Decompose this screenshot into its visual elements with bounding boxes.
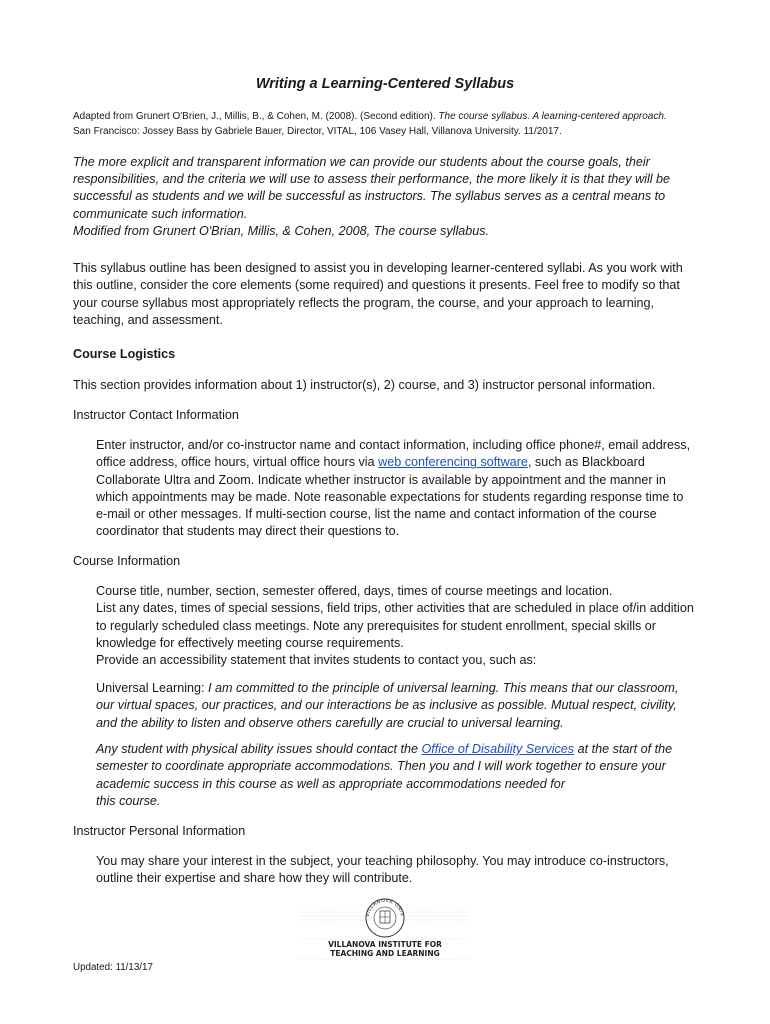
- web-conferencing-link[interactable]: web conferencing software: [378, 455, 528, 470]
- seal-text: VILLANOVA UNIV: [364, 898, 405, 918]
- universal-learning-text: I am committed to the principle of universal learning. This means that our classroom, our virtual spaces, our practices, and our interactions be as inclusive as possible. Mutual respect, civility, and the ability to listen and observe others carefully are crucial to universal learning.: [96, 681, 679, 730]
- course-info-block: [96, 583, 701, 669]
- personal-info-heading: Instructor Personal Information: [73, 824, 246, 838]
- disability-text-c: this course.: [96, 793, 161, 808]
- updated-date: Updated: 11/13/17: [73, 962, 153, 973]
- villanova-logo: [300, 898, 470, 960]
- page-title: Writing a Learning-Centered Syllabus: [255, 76, 515, 92]
- universal-learning-statement: [96, 680, 694, 732]
- villanova-seal-icon: [300, 898, 470, 960]
- intro-quote-block: [73, 154, 693, 240]
- course-info-line1: Course title, number, section, semester offered, days, times of course meetings and location.: [96, 584, 613, 598]
- contact-heading: Instructor Contact Information: [73, 408, 239, 422]
- outline-paragraph: This syllabus outline has been designed to assist you in developing learner-centered syllabi. As you work with this outline, consider the core elements (some required) and questions it presents. Feel free to modify so that your course syllabus most appropriately reflects the program, the course, and your approach to learning, teaching, and assessment.: [73, 261, 683, 327]
- personal-info-paragraph: You may share your interest in the subject, your teaching philosophy. You may introduce co-instructors, outline their expertise and share how they will contribute.: [96, 854, 669, 886]
- course-logistics-heading: Course Logistics: [73, 347, 176, 361]
- disability-text-b: at the start of the semester to coordinate appropriate accommodations. Then you and I will work together to ensure your academic success in this course as well as appropriate accommodations needed for: [96, 742, 673, 791]
- citation-text: Adapted from Grunert O'Brien, J., Millis, B., & Cohen, M. (2008). (Second edition).: [73, 111, 439, 122]
- disability-text-a: Any student with physical ability issues should contact the: [96, 742, 422, 756]
- contact-text-b: , such as Blackboard Collaborate Ultra and Zoom. Indicate whether instructor is available by appointment and the manner in which appointments may be made. Note reasonable expectations for students regarding response time to e-mail or other messages. If multi-section course, list the name and contact information of the course coordinator that students may direct their questions to.: [96, 455, 684, 539]
- citation: [73, 109, 713, 139]
- course-info-line2: List any dates, times of special sessions, field trips, other activities that are scheduled in place of/in addition to regularly scheduled class meetings. Note any prerequisites for student enrollment, special skills or knowledge for effectively meeting course requirements.: [96, 601, 694, 650]
- citation-line2: San Francisco: Jossey Bass by Gabriele Bauer, Director, VITAL, 106 Vasey Hall, Villanova University. 11/2017.: [73, 126, 562, 137]
- contact-text-a: Enter instructor, and/or co-instructor name and contact information, including office phone#, email address, office address, office hours, virtual office hours via: [96, 438, 691, 470]
- logistics-intro: This section provides information about 1) instructor(s), 2) course, and 3) instructor personal information.: [73, 378, 656, 392]
- disability-statement: [96, 741, 696, 810]
- intro-source: Modified from Grunert O'Brian, Millis, & Cohen, 2008, The course syllabus.: [73, 223, 490, 238]
- universal-learning-label: Universal Learning:: [96, 681, 209, 695]
- course-info-line3: Provide an accessibility statement that invites students to contact you, such as:: [96, 653, 537, 668]
- logo-line1: VILLANOVA INSTITUTE FOR: [328, 940, 442, 949]
- disability-services-link[interactable]: Office of Disability Services: [421, 742, 575, 756]
- citation-book-title: The course syllabus. A learning-centered approach.: [438, 111, 667, 122]
- intro-quote: The more explicit and transparent information we can provide our students about the course goals, their responsibilities, and the criteria we will use to assess their performance, the more likely it is that they will be successful as students and we will be successful as instructors. The syllabus serves as a central means to communicate such information.: [73, 155, 671, 221]
- contact-paragraph: [96, 437, 694, 541]
- course-info-heading: Course Information: [73, 554, 181, 568]
- logo-line2: TEACHING AND LEARNING: [330, 949, 440, 958]
